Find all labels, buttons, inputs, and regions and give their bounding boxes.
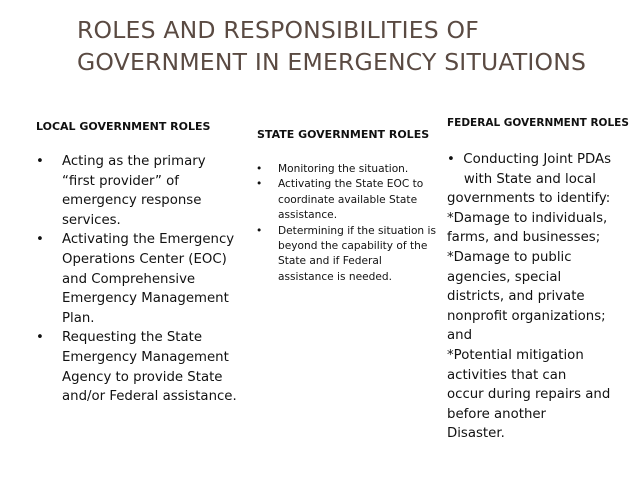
federal-roles-text <box>447 150 637 444</box>
federal-role-line: activities that can <box>447 367 567 383</box>
federal-roles-heading: FEDERAL GOVERNMENT ROLES <box>447 117 629 129</box>
local-role-item: • Activating the Emergency Operations Center (EOC) and Comprehensive Emergency Management Plan. <box>36 230 241 328</box>
slide-title-line-1: ROLES AND RESPONSIBILITIES OF <box>77 16 479 44</box>
federal-role-line: farms, and businesses; <box>447 230 601 246</box>
local-roles-heading: LOCAL GOVERNMENT ROLES <box>36 120 211 133</box>
federal-role-line: agencies, special <box>447 269 562 285</box>
federal-role-line: districts, and private <box>447 289 585 305</box>
federal-role-line: governments to identify: <box>447 191 611 207</box>
federal-role-line: *Damage to individuals, <box>447 210 608 226</box>
state-role-item: • Determining if the situation is beyond the capability of the State and if Federal assistance is needed. <box>256 224 438 286</box>
federal-role-line: • Conducting Joint PDAs <box>447 152 611 167</box>
federal-role-line: occur during repairs and <box>447 387 611 403</box>
federal-role-line: *Damage to public <box>447 249 572 265</box>
local-roles-list <box>36 152 241 407</box>
state-role-item: • Monitoring the situation. <box>256 162 438 177</box>
federal-role-line: before another <box>447 406 547 422</box>
federal-role-line: Disaster. <box>447 426 505 442</box>
federal-role-line: with State and local <box>447 171 596 187</box>
federal-role-line: nonprofit organizations; <box>447 308 606 324</box>
local-role-item: • Acting as the primary “first provider” of emergency response services. <box>36 152 241 230</box>
state-roles-list <box>256 162 438 285</box>
local-role-item: • Requesting the State Emergency Management Agency to provide State and/or Federal assistance. <box>36 328 241 406</box>
federal-role-line: *Potential mitigation <box>447 347 584 363</box>
federal-role-line: and <box>447 328 473 344</box>
slide-title-line-2: GOVERNMENT IN EMERGENCY SITUATIONS <box>77 48 587 76</box>
state-roles-heading: STATE GOVERNMENT ROLES <box>257 128 430 141</box>
state-role-item: • Activating the State EOC to coordinate available State assistance. <box>256 177 438 223</box>
slide-title <box>77 14 586 78</box>
